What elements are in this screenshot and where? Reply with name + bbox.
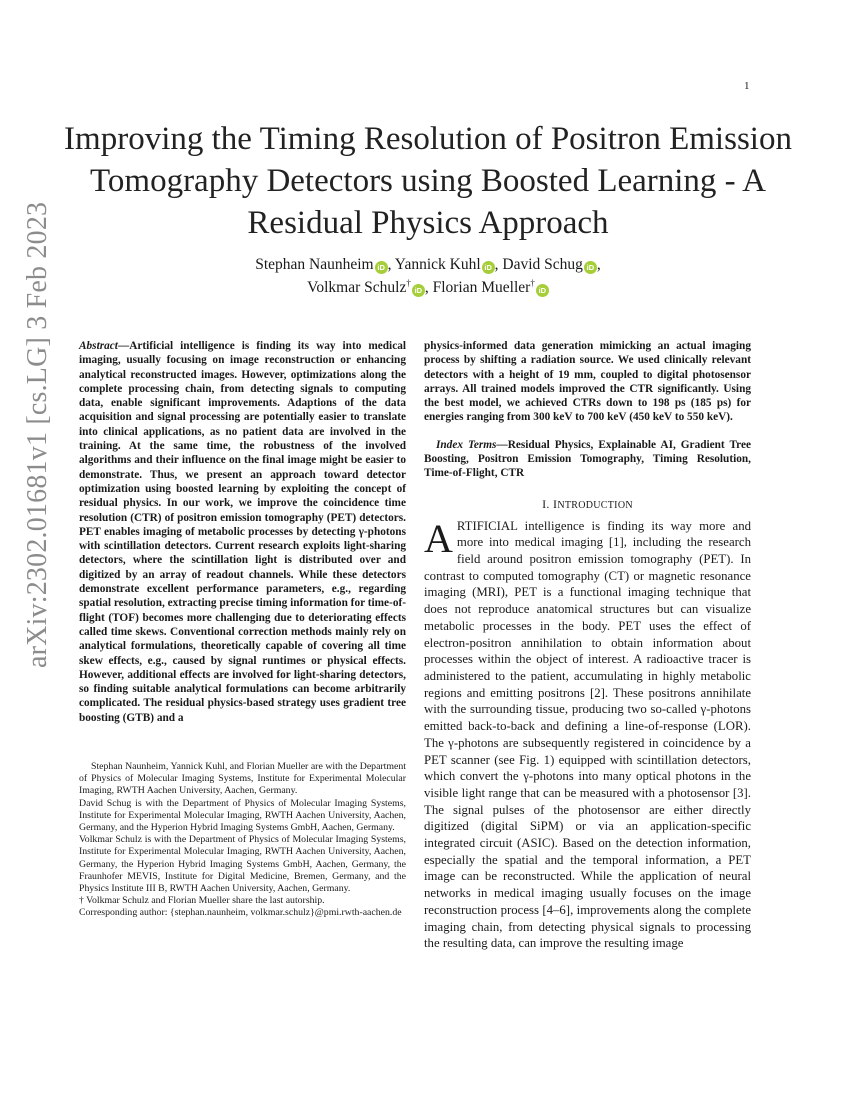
index-terms-label: Index Terms (436, 438, 497, 451)
right-column (424, 339, 751, 952)
paper-title: Improving the Timing Resolution of Positron Emission Tomography Detectors using Boosted Learning - A Residual Physics Approach (64, 121, 792, 241)
page-number: 1 (744, 80, 750, 92)
section-number: I. (542, 496, 550, 511)
abstract-text-part1: —Artificial intelligence is finding its way into medical imaging, usually focusing on image reconstruction or enhancing analytical reconstructed images. However, optimizations along the complete processing chain, from detecting signals to computing data, enable significant improvements. Adaptions of the data acquisition and signal processing are potentially easier to translate into clinical applications, as no patient data are involved in the training. At the same time, the robustness of the involved algorithms and their influence on the final image might be easier to demonstrate. Thus, we present an approach toward detector optimization using boosted learning by exploiting the concept of residual physics. In our work, we improve the coincidence time resolution (CTR) of positron emission tomography (PET) detectors. PET enables imaging of metabolic processes by detecting γ-photons with scintillation detectors. Current research exploits light-sharing detectors, where the scintillation light is distributed over and digitized by an array of readout channels. While these detectors demonstrate excellent performance parameters, e.g., regarding spatial resolution, extracting precise timing information for time-of-flight (TOF) becomes more challenging due to deteriorating effects called time skews. Conventional correction methods mainly rely on analytical formulations, theoretically capable of covering all time skew effects, e.g., caused by signal runtimes or physical effects. However, additional effects are involved for light-sharing detectors, so finding suitable analytical formulations can become arbitrarily complicated. The residual physics-based strategy uses gradient tree boosting (GTB) and a (79, 340, 406, 724)
abstract-text-part2: physics-informed data generation mimicking an actual imaging process by shifting a radiation source. We used clinically relevant detectors with a height of 19 mm, coupled to digital photosensor arrays. All trained models improved the CTR significantly. Using the best model, we achieved CTRs down to 198 ps (185 ps) for energies ranging from 300 keV to 700 keV (450 keV to 550 keV). (424, 340, 751, 424)
author-name: Stephan Naunheim (255, 256, 374, 273)
orcid-icon[interactable]: iD (375, 261, 388, 274)
drop-cap: A (424, 515, 453, 561)
intro-text: RTIFICIAL intelligence is finding its way more and more into medical imaging [1], including the research field around positron emission tomography (PET). In contrast to computed tomography (CT) or magnetic resonance imaging (MRI), PET is a functional imaging technique that does not reproduce anatomical structures but can visualize metabolic processes in the body. PET uses the effect of electron-positron annihilation to obtain information about processes within the object of interest. A radioactive tracer is administered to the patient, accumulating in highly metabolic regions and emitting positrons [2]. These positrons annihilate with the surrounding tissue, producing two so-called γ-photons emitted back-to-back and defining a line-of-response (LOR). The γ-photons are subsequently registered in coincidence by a PET scanner (see Fig. 1) equipped with scintillation detectors, which convert the γ-photons into many optical photons in the visible light range that can be measured with a photosensor [3]. The signal pulses of the photosensor are either directly digitized (digital SiPM) or via an application-specific integrated circuit (ASIC). Based on the detection information, especially the spatial and the temporal information, a PET image can be reconstructed. While the application of neural networks in medical imaging usually focuses on the image reconstruction process [4–6], improvements along the complete imaging chain, from detecting physical signals to processing the resulting data, can improve the resulting image (424, 518, 751, 951)
section-title-first: I (553, 496, 558, 511)
author-name: Volkmar Schulz (307, 279, 407, 296)
author-name: Florian Mueller (432, 279, 531, 296)
arxiv-stamp: arXiv:2302.01681v1 [cs.LG] 3 Feb 2023 (22, 201, 53, 668)
footnote: David Schug is with the Department of Physics of Molecular Imaging Systems, Institute for Experimental Molecular Imaging, RWTH Aachen University, Aachen, Germany, and the Hyperion Hybrid Imaging Systems GmbH, Aachen, Germany. (79, 797, 406, 834)
section-title-rest: NTRODUCTION (557, 499, 633, 511)
index-terms-text: —Residual Physics, Explainable AI, Gradient Tree Boosting, Positron Emission Tomography, Timing Resolution, Time-of-Flight, CTR (424, 438, 751, 480)
footnote: Stephan Naunheim, Yannick Kuhl, and Florian Mueller are with the Department of Physics of Molecular Imaging Systems, Institute for Experimental Molecular Imaging, RWTH Aachen University, Aachen, Germany. (79, 761, 406, 797)
orcid-icon[interactable]: iD (412, 284, 425, 297)
author-name: Yannick Kuhl (394, 256, 481, 273)
abstract-continued (424, 339, 751, 425)
abstract (79, 339, 406, 725)
author-list: Stephan Naunheim iD , Yannick Kuhl iD , David Schug iD , Volkmar Schulz†iD , Florian Mueller†iD (255, 256, 601, 296)
orcid-icon[interactable]: iD (536, 284, 549, 297)
index-terms (424, 438, 751, 481)
footnote: Corresponding author: {stephan.naunheim, volkmar.schulz}@pmi.rwth-aachen.de (79, 907, 402, 919)
intro-paragraph (424, 515, 751, 952)
footnote: Volkmar Schulz is with the Department of Physics of Molecular Imaging Systems, Institute for Experimental Molecular Imaging, RWTH Aachen University, Aachen, Germany, the Hyperion Hybrid Imaging Systems GmbH, Aachen, Germany, the Fraunhofer MEVIS, Institute for Digital Medicine, Bremen, Germany, and the Physics Institute III B, RWTH Aachen University, Aachen, Germany. (79, 834, 406, 895)
author-name: David Schug (502, 256, 583, 273)
dagger-mark: † (406, 277, 411, 288)
left-column (79, 339, 406, 725)
abstract-label: Abstract (79, 340, 118, 352)
orcid-icon[interactable]: iD (482, 261, 495, 274)
footnotes (79, 761, 406, 920)
dagger-mark: † (530, 277, 535, 288)
section-heading (424, 497, 751, 512)
footnote: † Volkmar Schulz and Florian Mueller share the last autorship. (79, 895, 325, 907)
orcid-icon[interactable]: iD (584, 261, 597, 274)
